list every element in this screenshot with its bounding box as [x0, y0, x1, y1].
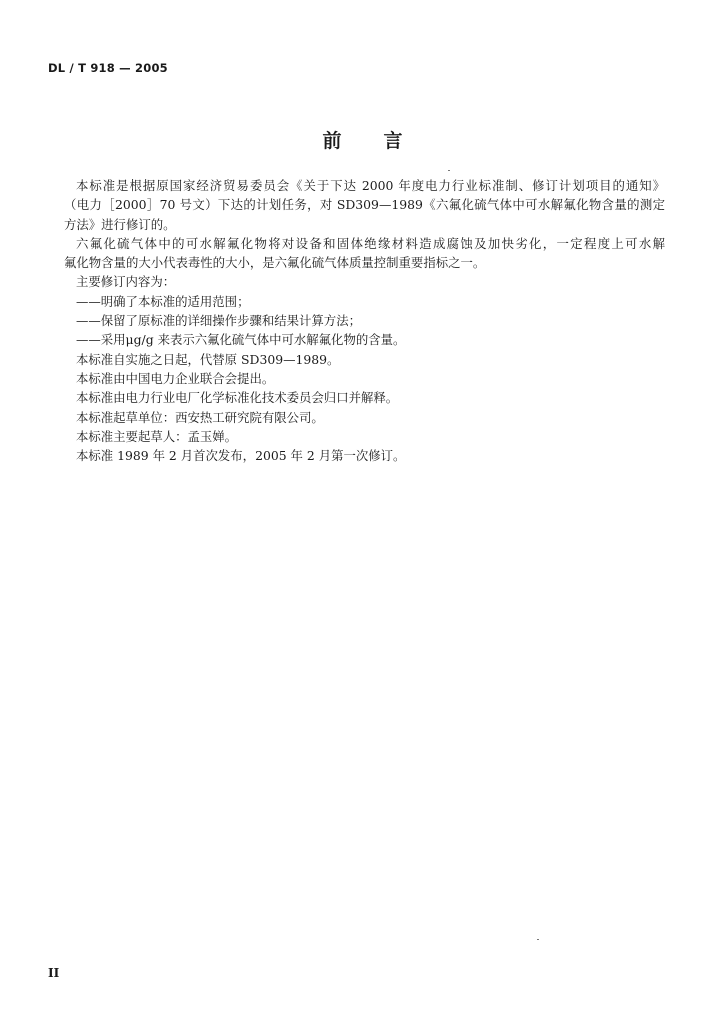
- paragraph-line: 氟化物含量的大小代表毒性的大小，是六氟化硫气体质量控制重要指标之一。: [64, 255, 486, 271]
- document-code: DL / T 918 — 2005: [48, 61, 168, 75]
- statement-drafter: 本标准主要起草人：孟玉婵。: [76, 428, 238, 444]
- title-char-2: 言: [383, 130, 403, 152]
- paragraph-line: 方法》进行修订的。: [64, 216, 176, 232]
- paragraph-line: 六氟化硫气体中的可水解氟化物将对设备和固体绝缘材料造成腐蚀及加快劣化，一定程度上可水解: [76, 235, 665, 251]
- statement-replacement: 本标准自实施之日起，代替原 SD309—1989。: [76, 351, 340, 367]
- paragraph-line: 本标准是根据原国家经济贸易委员会《关于下达 2000 年度电力行业标准制、修订计划项目的通知》: [76, 178, 665, 193]
- statement-drafting-unit: 本标准起草单位：西安热工研究院有限公司。: [76, 409, 324, 425]
- page-title: [0, 126, 725, 153]
- scan-speck: [448, 170, 450, 171]
- revisions-heading: 主要修订内容为：: [76, 274, 176, 290]
- revision-item: ——采用μg/g 来表示六氟化硫气体中可水解氟化物的含量。: [76, 332, 406, 348]
- statement-interpretation: 本标准由电力行业电厂化学标准化技术委员会归口并解释。: [76, 390, 399, 406]
- page-number: II: [48, 966, 60, 980]
- title-char-1: 前: [322, 130, 342, 152]
- revision-item: ——明确了本标准的适用范围；: [76, 293, 250, 309]
- paragraph-line: （电力［2000］70 号文）下达的计划任务，对 SD309—1989《六氟化硫气体中可水解氟化物含量的测定: [64, 197, 665, 213]
- paragraph-background: [64, 176, 665, 234]
- scan-speck: [537, 939, 539, 940]
- document-body: [64, 176, 665, 465]
- statement-history: 本标准 1989 年 2 月首次发布，2005 年 2 月第一次修订。: [76, 448, 406, 464]
- paragraph-significance: [64, 234, 665, 273]
- statement-proposer: 本标准由中国电力企业联合会提出。: [76, 370, 275, 386]
- revision-item: ——保留了原标准的详细操作步骤和结果计算方法；: [76, 313, 361, 329]
